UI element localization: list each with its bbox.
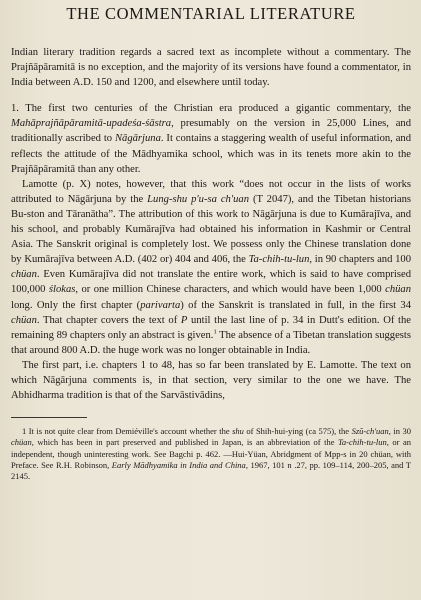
footnote-marker: 1 bbox=[213, 328, 217, 336]
intro-paragraph: Indian literary tradition regards a sacred text as incomplete without a commentary. The Prajñāpāramitā is no exception, and the majority of its versions have found a commentator, in India between A.D. 150 and 1200, and elsewhere until today. bbox=[11, 47, 411, 89]
lamotte-paragraph: Lamotte (p. X) notes, however, that this work “does not occur in the lists of works attributed to Nāgārjuna by the Lung-shu p'u-sa ch'uan (T 2047), and the Tibetan historians Bu-ston and Tāranātha”. The attribution of this work to Nāgārjuna is due to Kumārajīva, and his school, and probably Kumārajīva had obtained his information in Kashmir or Central Asia. The Sanskrit original is completely lost. We possess only the Chinese translation done by Kumārajīva between A.D. (402 or) 404 and 406, the Ta-chih-tu-lun, in 90 chapters and 100 chüan. Even Kumārajīva did not translate the entire work, which is said to have comprised 100,000 ślokas, or one million Chinese characters, and which would have been 1,000 chüan long. Only the first chapter (parivarta) of the Sanskrit is translated in full, in the first 34 chüan. That chapter covers the text of P until the last line of p. 34 in Dutt's edition. Of the remaining 89 chapters only an abstract is given.$^1$ The absence of a Tibetan translation suggests that around 800 A.D. the huge work was no longer obtainable in India. bbox=[11, 178, 412, 356]
footnote-rule bbox=[11, 417, 87, 418]
footnote bbox=[11, 426, 411, 482]
section-1-paragraph: 1. The first two centuries of the Christian era produced a gigantic commentary, the Mahāprajñāpāramitā-upadeśa-śāstra, presumably on the version in 25,000 Lines, and traditionally ascribed to Nāgārjuna. It contains a staggering wealth of useful information, and reflects the attitude of the Mādhyamika school, which was in its tenets more akin to the Prajñāpāramitā than any other. bbox=[11, 103, 411, 175]
footnote-1: 1 It is not quite clear from Demiéville's account whether the shu of Shih-hui-ying (ca 575), the Szŭ-ch'uan, in 30 chüan, which has been in part preserved and published in Japan, is an abbreviation of the Ta-chih-tu-lun, or an independent, though uninteresting work. See Bagchi p. 462. —Hui-Yüan, Abridgment of Mpp-s in 20 chüan, with Preface. See R.H. Robinson, Early Mādhyamika in India and China, 1967, 101 n .27, pp. 109–114, 200–205, and T 2145. bbox=[11, 426, 411, 482]
running-head: THE COMMENTARIAL LITERATURE bbox=[66, 4, 356, 23]
first-part-paragraph: The first part, i.e. chapters 1 to 48, has so far been translated by E. Lamotte. The text on which Nāgārjuna comments is, in that section, very similar to the one we have. The Abhidharma tradition is that of the Sarvāstivādins, bbox=[11, 359, 411, 402]
